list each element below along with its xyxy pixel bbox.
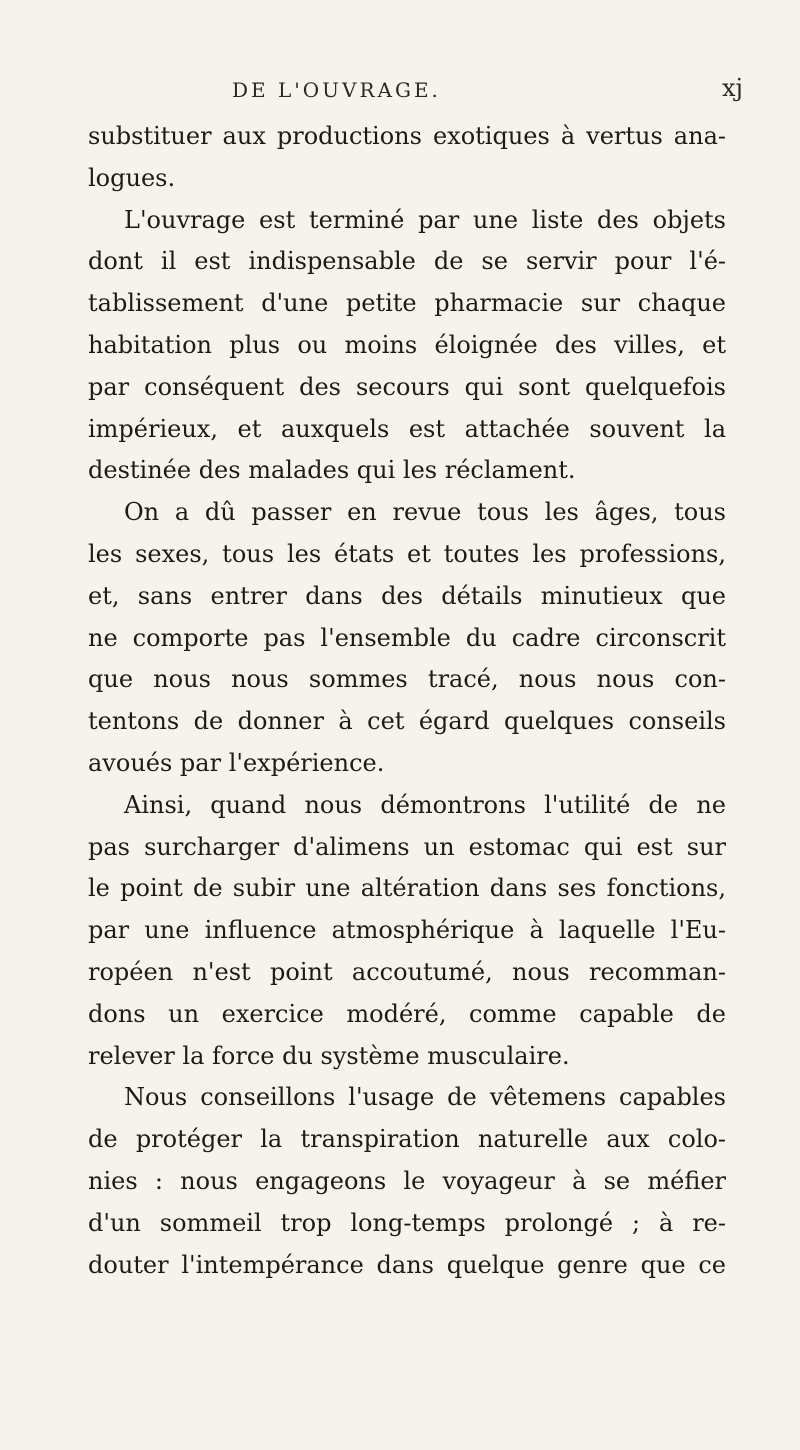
text-line: dons un exercice modéré, comme capable de bbox=[88, 999, 726, 1028]
text-line: avoués par l'expérience. bbox=[88, 748, 385, 777]
text-line: substituer aux productions exotiques à vertus ana- bbox=[88, 122, 726, 150]
text-line: que nous nous sommes tracé, nous nous con- bbox=[88, 665, 726, 694]
text-line: pas surcharger d'alimens un estomac qui est sur bbox=[88, 832, 726, 861]
text-line: tentons de donner à cet égard quelques conseils bbox=[88, 707, 726, 736]
text-line: dont il est indispensable de se servir pour l'é- bbox=[88, 247, 726, 276]
text-line: nies : nous engageons le voyageur à se méfier bbox=[88, 1166, 726, 1195]
running-title: DE L'OUVRAGE. bbox=[232, 78, 441, 102]
text-line: habitation plus ou moins éloignée des villes, et bbox=[88, 330, 726, 359]
text-line: Ainsi, quand nous démontrons l'utilité de ne bbox=[124, 790, 726, 819]
text-line: destinée des malades qui les réclament. bbox=[88, 456, 576, 485]
text-line: douter l'intempérance dans quelque genre que ce bbox=[88, 1250, 726, 1279]
text-line: On a dû passer en revue tous les âges, tous bbox=[124, 498, 726, 527]
body-text bbox=[88, 116, 726, 1286]
text-line: les sexes, tous les états et toutes les professions, bbox=[88, 539, 726, 568]
text-line: tablissement d'une petite pharmacie sur chaque bbox=[88, 289, 726, 318]
text-line: L'ouvrage est terminé par une liste des objets bbox=[124, 205, 726, 234]
text-line: d'un sommeil trop long-temps prolongé ; à re- bbox=[88, 1208, 726, 1237]
text-line: et, sans entrer dans des détails minutieux que bbox=[88, 581, 726, 610]
text-line: ne comporte pas l'ensemble du cadre circonscrit bbox=[88, 623, 726, 652]
text-line: le point de subir une altération dans ses fonctions, bbox=[88, 874, 726, 903]
text-line: impérieux, et auxquels est attachée souvent la bbox=[88, 414, 726, 443]
text-line: relever la force du système musculaire. bbox=[88, 1041, 570, 1070]
text-line: ropéen n'est point accoutumé, nous recomman- bbox=[88, 957, 726, 986]
text-line: logues. bbox=[88, 163, 176, 192]
text-line: de protéger la transpiration naturelle aux colo- bbox=[88, 1125, 726, 1154]
text-line: Nous conseillons l'usage de vêtemens capables bbox=[124, 1083, 726, 1112]
page-number: xj bbox=[722, 74, 743, 102]
text-line: par conséquent des secours qui sont quelquefois bbox=[88, 372, 726, 401]
text-line: par une influence atmosphérique à laquelle l'Eu- bbox=[88, 916, 726, 945]
